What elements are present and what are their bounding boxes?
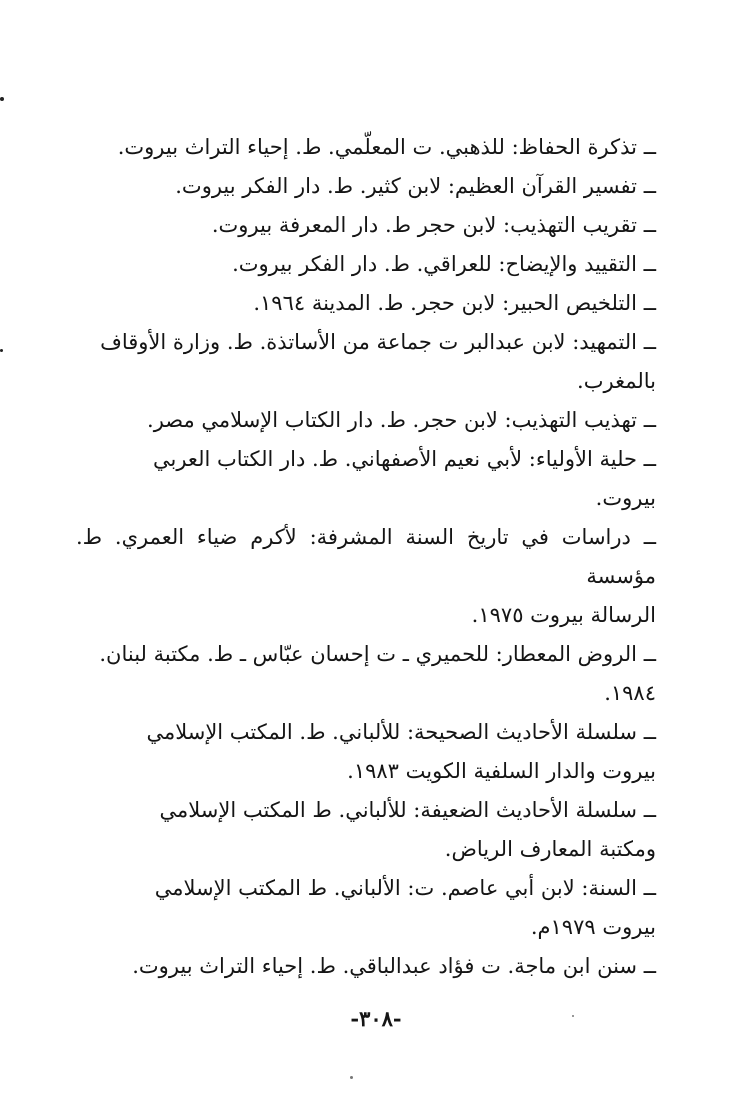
entry-line: ــ السنة: لابن أبي عاصم. ت: الألباني. ط المكتب الإسلامي	[154, 876, 656, 900]
entry-line: ــ التقييد والإيضاح: للعراقي. ط. دار الفكر بيروت.	[232, 252, 656, 276]
entry-line: ــ سلسلة الأحاديث الضعيفة: للألباني. ط المكتب الإسلامي	[159, 798, 656, 822]
entry-continuation-line: بيروت والدار السلفية الكويت ١٩٨٣.	[347, 759, 656, 783]
entry-line: ــ دراسات في تاريخ السنة المشرفة: لأكرم ضياء العمري. ط. مؤسسة	[76, 525, 656, 588]
bibliography-entry	[76, 440, 656, 518]
bibliography-entry	[76, 167, 656, 206]
entry-line: ــ التلخيص الحبير: لابن حجر. ط. المدينة ١٩٦٤.	[253, 291, 656, 315]
bibliography-entry	[76, 947, 656, 986]
entry-continuation-line: بالمغرب.	[577, 369, 656, 393]
bibliography-entry	[76, 245, 656, 284]
entry-line: ــ حلية الأولياء: لأبي نعيم الأصفهاني. ط. دار الكتاب العربي	[153, 447, 656, 471]
entry-line: ــ سلسلة الأحاديث الصحيحة: للألباني. ط. المكتب الإسلامي	[146, 720, 656, 744]
bibliography-entry	[76, 284, 656, 323]
entry-continuation-line: بيروت ١٩٧٩م.	[530, 915, 656, 939]
entry-line: ــ تهذيب التهذيب: لابن حجر. ط. دار الكتاب الإسلامي مصر.	[147, 408, 656, 432]
entry-continuation-line: ١٩٨٤.	[604, 681, 656, 705]
bibliography-entry	[76, 518, 656, 635]
entry-continuation-line: بيروت.	[595, 486, 656, 510]
bibliography-entry	[76, 401, 656, 440]
entry-line: ــ تقريب التهذيب: لابن حجر ط. دار المعرفة بيروت.	[211, 213, 656, 237]
entry-continuation-line: الرسالة بيروت ١٩٧٥.	[471, 603, 656, 627]
entry-line: ــ تذكرة الحفاظ: للذهبي. ت المعلّمي. ط. إحياء التراث بيروت.	[117, 135, 656, 159]
entry-line: ــ سنن ابن ماجة. ت فؤاد عبدالباقي. ط. إحياء التراث بيروت.	[132, 954, 656, 978]
entry-line: ــ الروض المعطار: للحميري ـ ت إحسان عبّاس ـ ط. مكتبة لبنان.	[99, 642, 656, 666]
scan-speck	[350, 1076, 353, 1079]
entry-line: ــ تفسير القرآن العظيم: لابن كثير. ط. دار الفكر بيروت.	[175, 174, 656, 198]
page-number: -٣٠٨-	[350, 1006, 402, 1031]
bibliography-entry	[76, 869, 656, 947]
bibliography-entry	[76, 791, 656, 869]
bibliography-list	[76, 128, 656, 986]
entry-line: ــ التمهيد: لابن عبدالبر ت جماعة من الأساتذة. ط. وزارة الأوقاف	[100, 330, 656, 354]
bibliography-entry	[76, 635, 656, 713]
scan-speck	[572, 1015, 574, 1017]
bibliography-entry	[76, 206, 656, 245]
scan-speck	[0, 97, 4, 101]
bibliography-entry	[76, 128, 656, 167]
entry-continuation-line: ومكتبة المعارف الرياض.	[444, 837, 656, 861]
scan-speck	[0, 349, 3, 352]
bibliography-entry	[76, 323, 656, 401]
bibliography-entry	[76, 713, 656, 791]
